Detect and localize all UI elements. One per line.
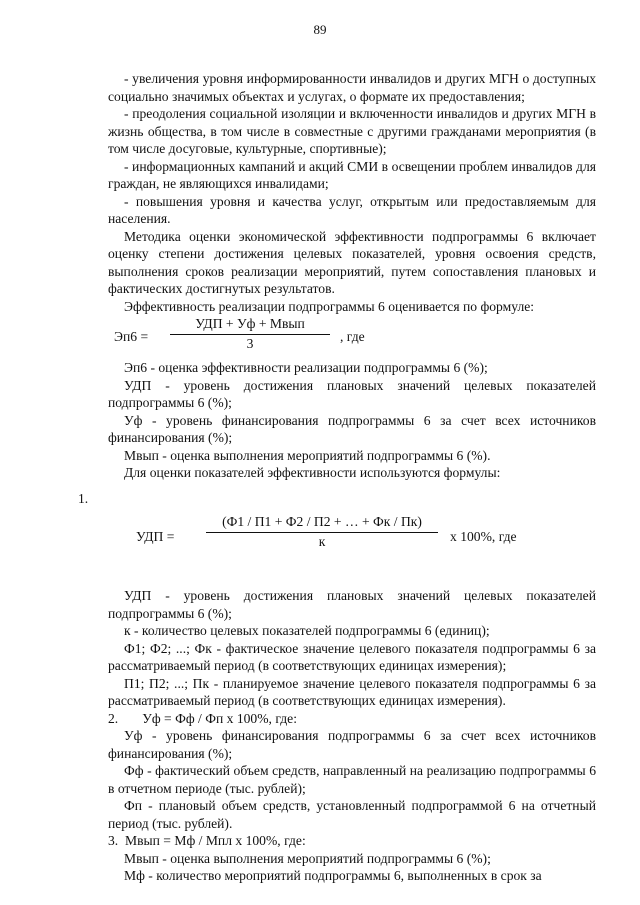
formula-lhs: УДП = (136, 529, 175, 544)
definition-line: УДП - уровень достижения плановых значений целевых показателей подпрограммы 6 (%); (108, 588, 596, 621)
definition-line: Уф - уровень финансирования подпрограммы 6 за счет всех источников финансирования (%); (108, 728, 596, 761)
document-body (78, 70, 596, 885)
formula-numerator: УДП + Уф + Мвып (170, 315, 330, 335)
formula-fraction (170, 315, 330, 352)
definition-line: Уф - уровень финансирования подпрограммы 6 за счет всех источников финансирования (%); (108, 412, 596, 445)
definition-line: Мф - количество мероприятий подпрограммы 6, выполненных в срок за (124, 868, 542, 883)
item-2-formula-text: Уф = Фф / Фп х 100%, где: (142, 710, 297, 726)
definition-line: Фп - плановый объем средств, установленный подпрограммой 6 на отчетный период (тыс. рублей). (108, 798, 596, 831)
item-number-3: 3. (108, 833, 119, 848)
definition-line: Фф - фактический объем средств, направленный на реализацию подпрограммы 6 в отчетном периоде (тыс. рублей); (108, 763, 596, 796)
formula-numerator: (Ф1 / П1 + Ф2 / П2 + … + Фк / Пк) (206, 513, 438, 533)
page-number: 89 (313, 22, 327, 37)
bullet-paragraph: - повышения уровня и качества услуг, открытым или предоставляемым для населения. (108, 193, 596, 226)
methodology-paragraph: Методика оценки экономической эффективности подпрограммы 6 включает оценку степени достижения целевых показателей, уровня освоения средств, выполнения сроков реализации мероприятий, путем сопоставления плановых и фактических достигнутых результатов. (108, 228, 596, 296)
bullet-paragraph: - увеличения уровня информированности инвалидов и других МГН о доступных социально значимых объектах и услугах, о формате их предоставления; (108, 71, 596, 104)
item-2-formula (108, 710, 596, 728)
formulas-intro: Для оценки показателей эффективности используются формулы: (124, 465, 501, 480)
definition-line: Ф1; Ф2; ...; Фк - фактическое значение целевого показателя подпрограммы 6 за рассматриваемый период (в соответствующих единицах измерения); (108, 640, 596, 673)
formula-efficiency (108, 317, 596, 357)
definition-line: Эп6 - оценка эффективности реализации подпрограммы 6 (%); (124, 360, 488, 375)
definition-line: УДП - уровень достижения плановых значений целевых показателей подпрограммы 6 (%); (108, 377, 596, 410)
formula-intro: Эффективность реализации подпрограммы 6 оценивается по формуле: (124, 298, 535, 314)
item-3-formula-text: Мвып = Мф / Мпл х 100%, где: (125, 833, 306, 848)
item-number-1: 1. (78, 490, 89, 506)
formula-udp (108, 507, 596, 563)
formula-fraction (206, 513, 438, 550)
spacer (108, 563, 596, 587)
definition-line: к - количество целевых показателей подпрограммы 6 (единиц); (124, 623, 490, 638)
item-3-formula (108, 832, 596, 850)
formula-denominator: к (318, 533, 326, 549)
definition-line: П1; П2; ...; Пк - планируемое значение целевого показателя подпрограммы 6 за рассматриваемый период (в соответствующих единицах измерения). (108, 675, 596, 708)
formula-lhs: Эп6 = (114, 329, 149, 344)
bullet-paragraph: - информационных кампаний и акций СМИ в освещении проблем инвалидов для граждан, не являющихся инвалидами; (108, 158, 596, 191)
definition-line: Мвып - оценка выполнения мероприятий подпрограммы 6 (%); (124, 850, 491, 866)
formula-denominator: 3 (246, 335, 254, 351)
definition-line: Мвып - оценка выполнения мероприятий подпрограммы 6 (%). (124, 447, 491, 463)
bullet-paragraph: - преодоления социальной изоляции и включенности инвалидов и других МГН в жизнь общества, в том числе в совместные с другими гражданами мероприятия (в том числе досуговые, культурные, спортивные); (108, 106, 596, 156)
formula-suffix: х 100%, где (450, 529, 517, 544)
item-number-2: 2. (108, 710, 119, 726)
formula-suffix: , где (340, 329, 365, 344)
